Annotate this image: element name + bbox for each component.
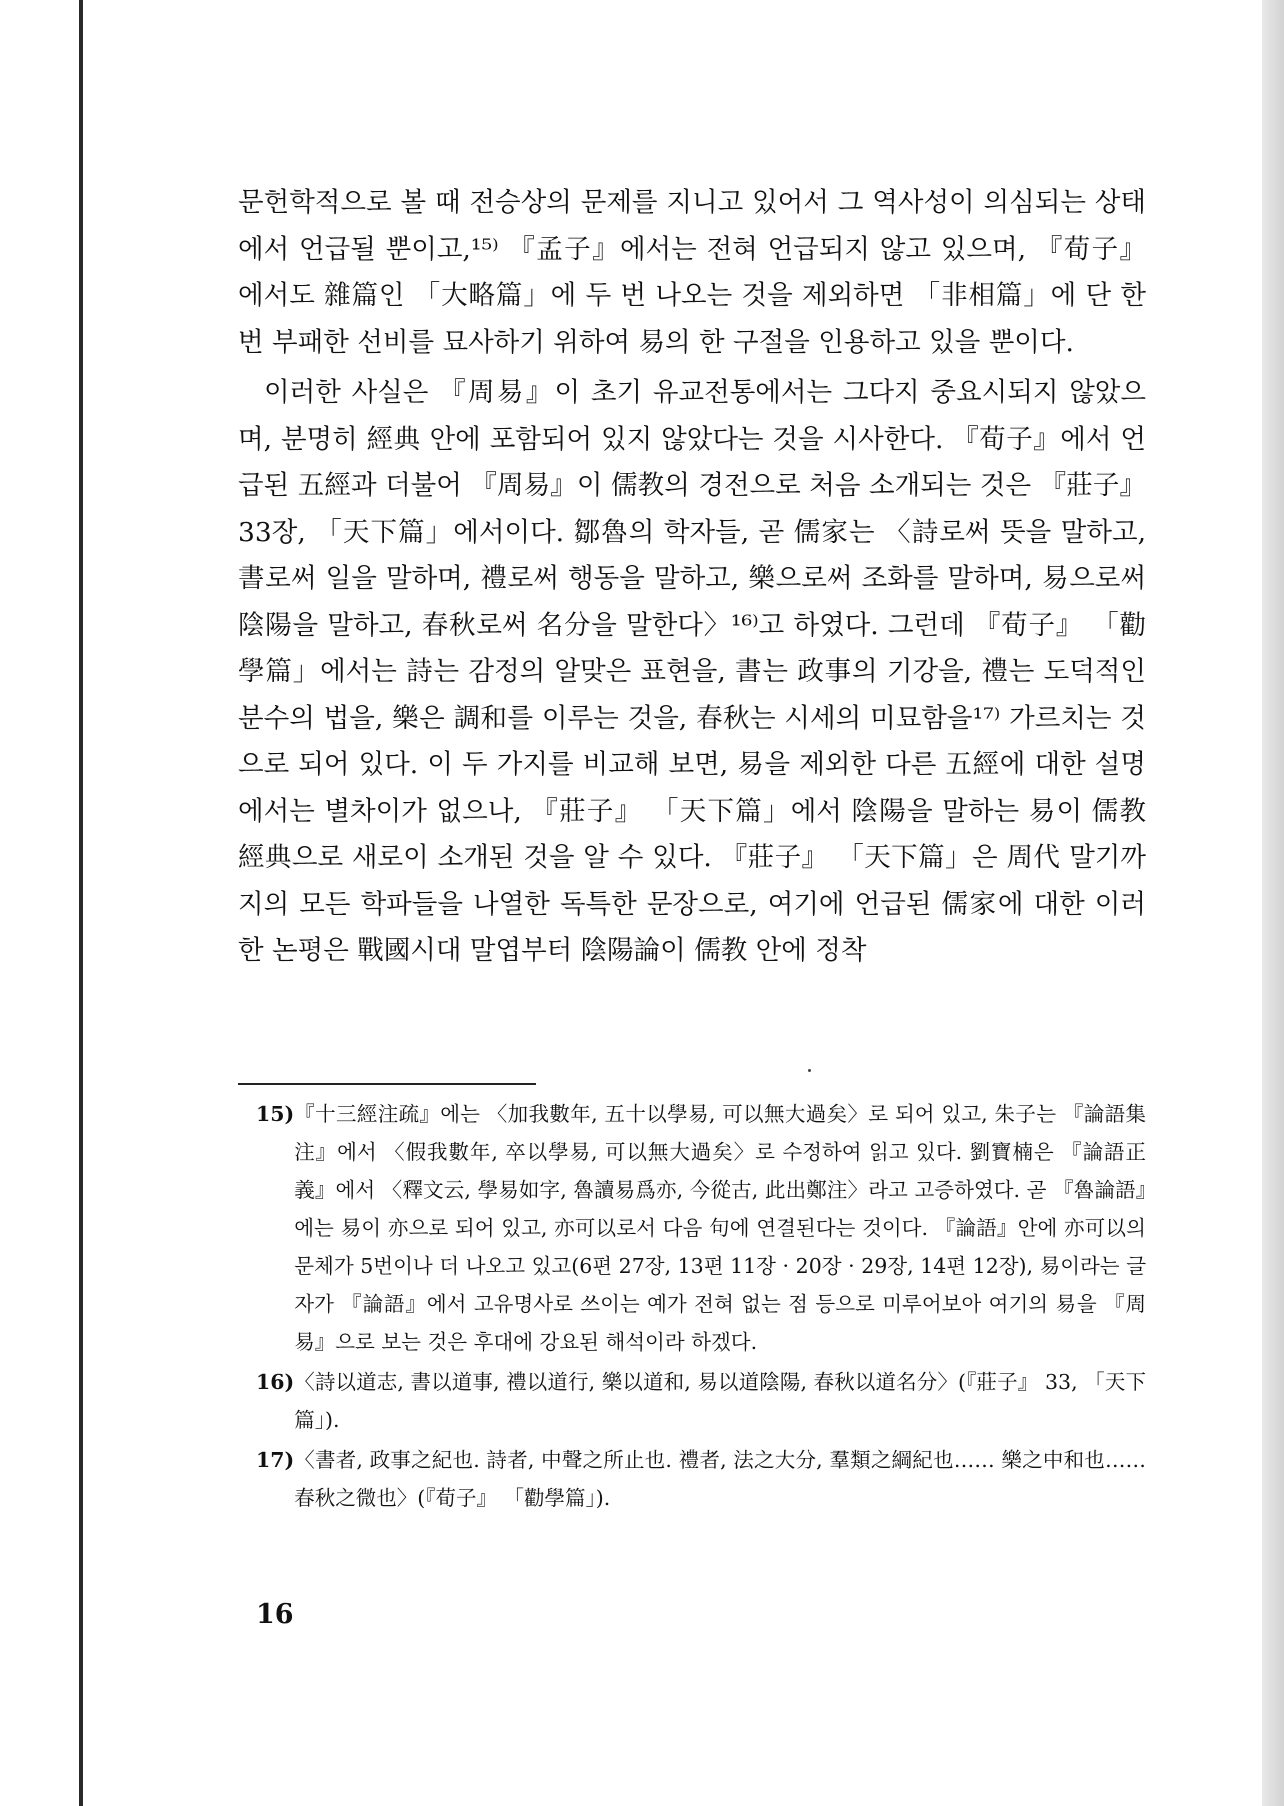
footnotes <box>256 1095 1153 1519</box>
page-left-edge <box>79 0 83 1806</box>
body-text <box>238 180 1155 979</box>
footnote-16 <box>256 1363 1146 1439</box>
footnote-text: 〈詩以道志, 書以道事, 禮以道行, 樂以道和, 易以道陰陽, 春秋以道名分〉(『莊子』 33, 「天下篇」). <box>294 1370 1146 1432</box>
footnote-number: 15) <box>256 1102 295 1126</box>
footnote-separator <box>238 1083 536 1085</box>
footnote-text: 〈書者, 政事之紀也. 詩者, 中聲之所止也. 禮者, 法之大分, 羣類之綱紀也…… 樂之中和也…… 春秋之微也〉(『荀子』 「勸學篇」). <box>294 1448 1153 1510</box>
page-right-edge <box>1262 0 1284 1806</box>
body-paragraph-2: 이러한 사실은 『周易』이 초기 유교전통에서는 그다지 중요시되지 않았으며, 분명히 經典 안에 포함되어 있지 않았다는 것을 시사한다. 『荀子』에서 언급된 五經과 더불어 『周易』이 儒教의 경전으로 처음 소개되는 것은 『莊子』 33장, 「天下篇」에서이다. 鄒魯의 학자들, 곧 儒家는 〈詩로써 뜻을 말하고, 書로써 일을 말하며, 禮로써 행동을 말하고, 樂으로써 조화를 말하며, 易으로써 陰陽을 말하고, 春秋로써 名分을 말한다〉¹⁶⁾고 하였다. 그런데 『荀子』 「勸學篇」에서는 詩는 감정의 알맞은 표현을, 書는 政事의 기강을, 禮는 도덕적인 분수의 법을, 樂은 調和를 이루는 것을, 春秋는 시세의 미묘함을¹⁷⁾ 가르치는 것으로 되어 있다. 이 두 가지를 비교해 보면, 易을 제외한 다른 五經에 대한 설명에서는 별차이가 없으나, 『莊子』 「天下篇」에서 陰陽을 말하는 易이 儒教經典으로 새로이 소개된 것을 알 수 있다. 『莊子』 「天下篇」은 周代 말기까지의 모든 학파들을 나열한 독특한 문장으로, 여기에 언급된 儒家에 대한 이러한 논평은 戰國시대 말엽부터 陰陽論이 儒教 안에 정착 <box>238 377 1155 966</box>
scan-speck <box>808 1069 811 1072</box>
footnote-15 <box>256 1095 1153 1361</box>
footnote-text: 『十三經注疏』에는 〈加我數年, 五十以學易, 可以無大過矣〉로 되어 있고, 朱子는 『論語集注』에서 〈假我數年, 卒以學易, 可以無大過矣〉로 수정하여 읽고 있다. 劉寶楠은 『論語正義』에서 〈釋文云, 學易如字, 魯讀易爲亦, 今從古, 此出鄭注〉라고 고증하였다. 곧 『魯論語』에는 易이 亦으로 되어 있고, 亦可以로서 다음 句에 연결된다는 것이다. 『論語』안에 亦可以의 문체가 5번이나 더 나오고 있고(6편 27장, 13편 11장 · 20장 · 29장, 14편 12장), 易이라는 글자가 『論語』에서 고유명사로 쓰이는 예가 전혀 없는 점 등으로 미루어보아 여기의 易을 『周易』으로 보는 것은 후대에 강요된 해석이라 하겠다. <box>294 1102 1153 1354</box>
page-number: 16 <box>256 1599 294 1630</box>
footnote-17 <box>256 1441 1153 1517</box>
footnote-number: 17) <box>256 1448 295 1472</box>
body-paragraph-1: 문헌학적으로 볼 때 전승상의 문제를 지니고 있어서 그 역사성이 의심되는 상태에서 언급될 뿐이고,¹⁵⁾ 『孟子』에서는 전혀 언급되지 않고 있으며, 『荀子』에서도 雜篇인 「大略篇」에 두 번 나오는 것을 제외하면 「非相篇」에 단 한 번 부패한 선비를 묘사하기 위하여 易의 한 구절을 인용하고 있을 뿐이다. <box>238 187 1155 358</box>
footnote-number: 16) <box>256 1370 295 1394</box>
